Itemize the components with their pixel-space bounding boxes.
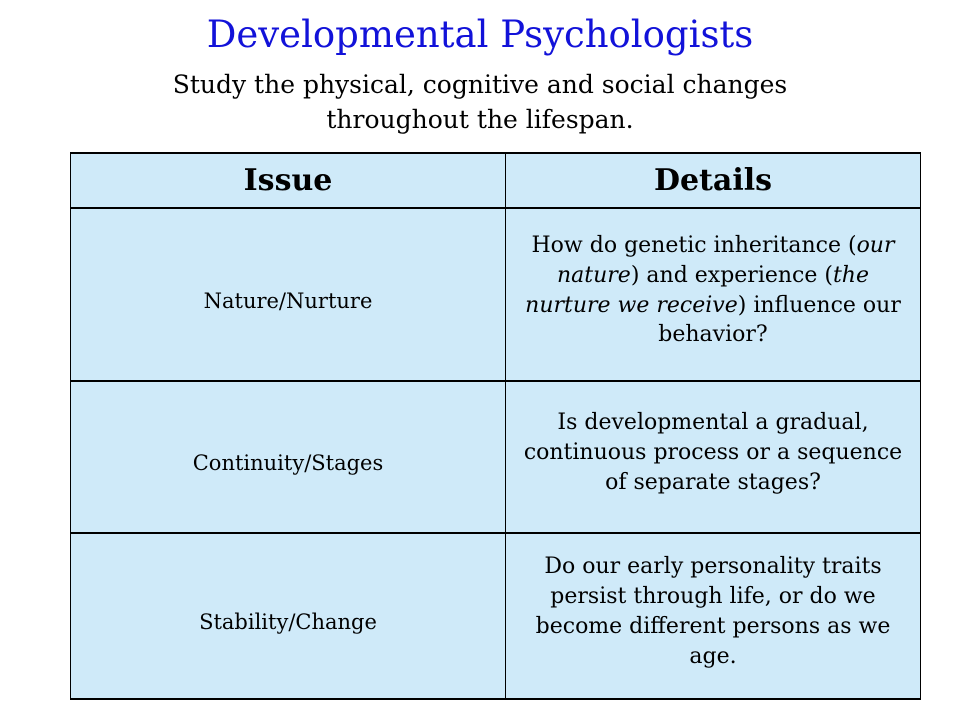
page-subtitle: Study the physical, cognitive and social changes throughout the lifespan. bbox=[172, 70, 788, 134]
details-text-stability-change: Do our early personality traits persist through life, or do we become different persons as we age. bbox=[535, 554, 891, 669]
details-italic-our-nature: our nature bbox=[557, 232, 895, 288]
table-row bbox=[71, 208, 921, 381]
issue-label-stability-change: Stability/Change bbox=[199, 610, 377, 634]
table-row bbox=[71, 533, 921, 699]
details-segment: How do genetic inheritance ( bbox=[531, 232, 857, 258]
issue-label-continuity-stages: Continuity/Stages bbox=[192, 451, 384, 475]
header-details: Details bbox=[506, 153, 921, 208]
details-text-nature-nurture bbox=[506, 231, 920, 351]
issue-label-nature-nurture: Nature/Nurture bbox=[203, 288, 373, 313]
header-issue: Issue bbox=[71, 153, 506, 208]
details-cell bbox=[506, 208, 921, 381]
details-cell bbox=[506, 533, 921, 699]
issue-cell bbox=[71, 381, 506, 533]
details-italic-nurture-received: the nurture we receive bbox=[525, 262, 869, 318]
details-text-continuity-stages: Is developmental a gradual, continuous process or a sequence of separate stages? bbox=[523, 410, 903, 495]
details-segment: ) influence our behavior? bbox=[658, 292, 901, 348]
table-row bbox=[71, 381, 921, 533]
page-title: Developmental Psychologists bbox=[206, 13, 754, 56]
details-cell bbox=[506, 381, 921, 533]
issues-table bbox=[70, 152, 921, 700]
details-segment: ) and experience ( bbox=[630, 262, 833, 288]
table-header-row bbox=[71, 153, 921, 208]
issue-cell bbox=[71, 533, 506, 699]
issue-cell bbox=[71, 208, 506, 381]
